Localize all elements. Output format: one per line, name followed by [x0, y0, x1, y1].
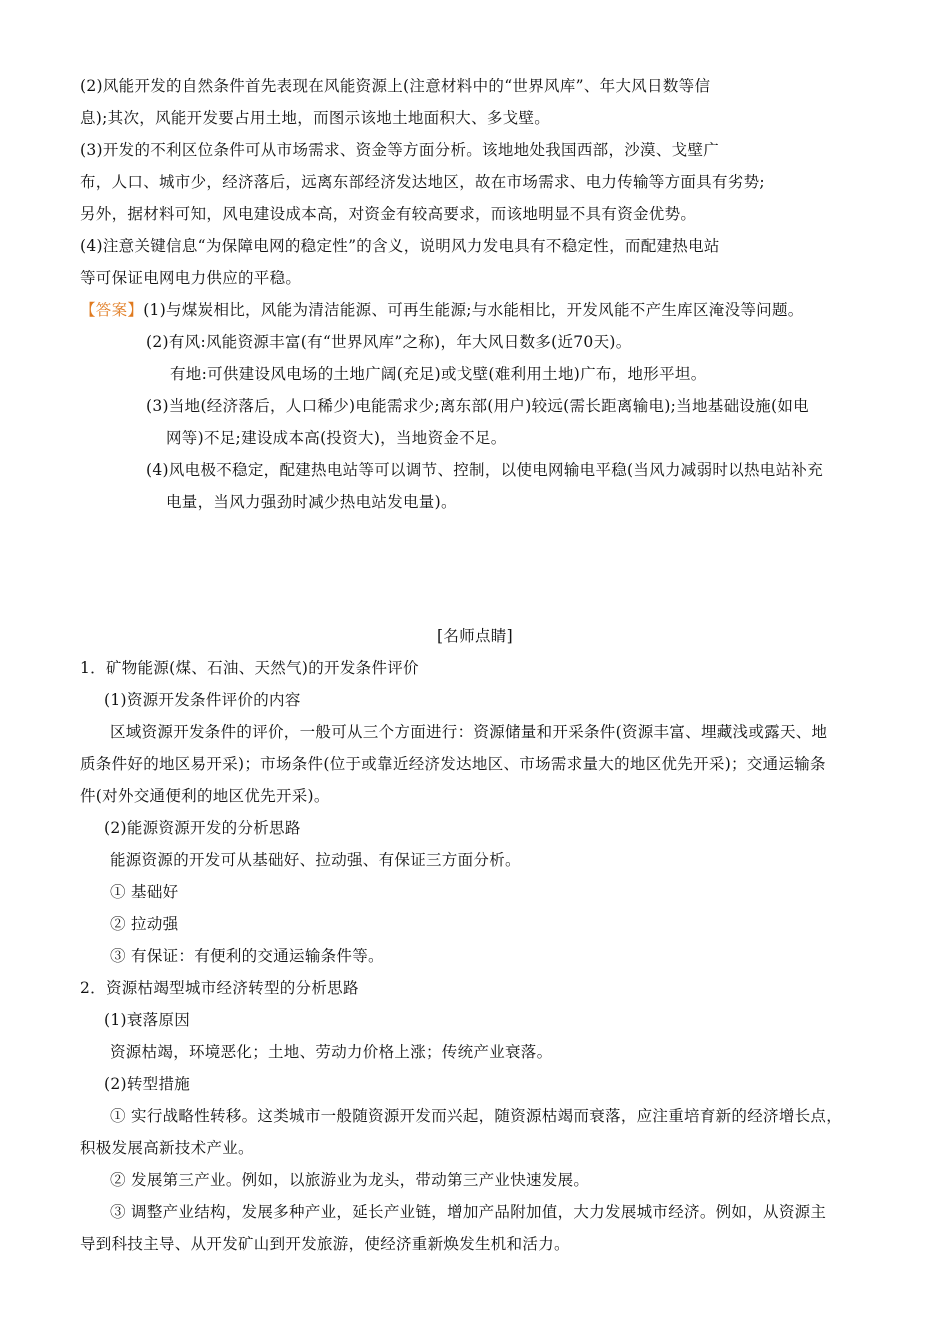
- analysis-p2-line2: 息);其次，风能开发要占用土地，而图示该地土地面积大、多戈壁。: [80, 109, 551, 127]
- tips-section1-text2: 能源资源的开发可从基础好、拉动强、有保证三方面分析。: [110, 851, 521, 869]
- tips-section2-item1-line2: 积极发展高新技术产业。: [80, 1139, 254, 1157]
- answer-line1: [80, 300, 804, 320]
- tips-section2-sub2: (2)转型措施: [104, 1075, 191, 1093]
- tips-section2-item2: ② 发展第三产业。例如，以旅游业为龙头，带动第三产业快速发展。: [110, 1171, 590, 1189]
- tips-section2-item3-line2: 导到科技主导、从开发矿山到开发旅游，使经济重新焕发生机和活力。: [80, 1235, 570, 1253]
- tips-section1-text-line2: 质条件好的地区易开采)；市场条件(位于或靠近经济发达地区、市场需求量大的地区优先开采)；交通运输条: [80, 755, 826, 773]
- answer-4-line2: 电量，当风力强劲时减少热电站发电量)。: [166, 493, 457, 511]
- tips-heading: [名师点睛]: [437, 627, 513, 645]
- analysis-p4-line1: (4)注意关键信息“为保障电网的稳定性”的含义，说明风力发电具有不稳定性，而配建热电站: [80, 237, 720, 255]
- tips-section1-title: 1．矿物能源(煤、石油、天然气)的开发条件评价: [80, 659, 419, 677]
- analysis-p2-line1: (2)风能开发的自然条件首先表现在风能资源上(注意材料中的“世界风库”、年大风日数等信: [80, 77, 711, 95]
- analysis-p4-line2: 等可保证电网电力供应的平稳。: [80, 269, 302, 287]
- answer-tag: 【答案】: [80, 301, 144, 319]
- tips-section1-item3: ③ 有保证：有便利的交通运输条件等。: [110, 947, 384, 965]
- tips-section1-sub1: (1)资源开发条件评价的内容: [104, 691, 301, 709]
- answer-4-line1: (4)风电极不稳定，配建热电站等可以调节、控制，以使电网输电平稳(当风力减弱时以热电站补充: [146, 461, 824, 479]
- tips-section2-text1: 资源枯竭，环境恶化；土地、劳动力价格上涨；传统产业衰落。: [110, 1043, 553, 1061]
- tips-section1-text-line1: 区域资源开发条件的评价，一般可从三个方面进行：资源储量和开采条件(资源丰富、埋藏浅或露天、地: [110, 723, 828, 741]
- analysis-p3-line1: (3)开发的不利区位条件可从市场需求、资金等方面分析。该地地处我国西部，沙漠、戈壁广: [80, 141, 720, 159]
- answer-1: (1)与煤炭相比，风能为清洁能源、可再生能源;与水能相比，开发风能不产生库区淹没等问题。: [143, 301, 804, 319]
- tips-section1-sub2: (2)能源资源开发的分析思路: [104, 819, 301, 837]
- tips-section2-item3-line1: ③ 调整产业结构，发展多种产业，延长产业链，增加产品附加值，大力发展城市经济。例如，从资源主: [110, 1203, 827, 1221]
- answer-2-line2: 有地:可供建设风电场的土地广阔(充足)或戈壁(难利用土地)广布，地形平坦。: [170, 365, 707, 383]
- tips-section2-title: 2．资源枯竭型城市经济转型的分析思路: [80, 979, 359, 997]
- tips-section2-item1-line1: ① 实行战略性转移。这类城市一般随资源开发而兴起，随资源枯竭而衰落，应注重培育新的经济增长点，: [110, 1107, 843, 1125]
- analysis-p3-line3: 另外，据材料可知，风电建设成本高，对资金有较高要求，而该地明显不具有资金优势。: [80, 205, 697, 223]
- analysis-p3-line2: 布，人口、城市少，经济落后，远离东部经济发达地区，故在市场需求、电力传输等方面具有劣势;: [80, 173, 765, 191]
- tips-section1-item1: ① 基础好: [110, 883, 179, 901]
- answer-3-line2: 网等)不足;建设成本高(投资大)，当地资金不足。: [166, 429, 507, 447]
- tips-section1-item2: ② 拉动强: [110, 915, 179, 933]
- answer-2-line1: (2)有风:风能资源丰富(有“世界风库”之称)，年大风日数多(近70天)。: [146, 333, 632, 351]
- tips-section2-sub1: (1)衰落原因: [104, 1011, 191, 1029]
- answer-3-line1: (3)当地(经济落后，人口稀少)电能需求少;离东部(用户)较远(需长距离输电);当地基础设施(如电: [146, 397, 809, 415]
- tips-section1-text-line3: 件(对外交通便利的地区优先开采)。: [80, 787, 330, 805]
